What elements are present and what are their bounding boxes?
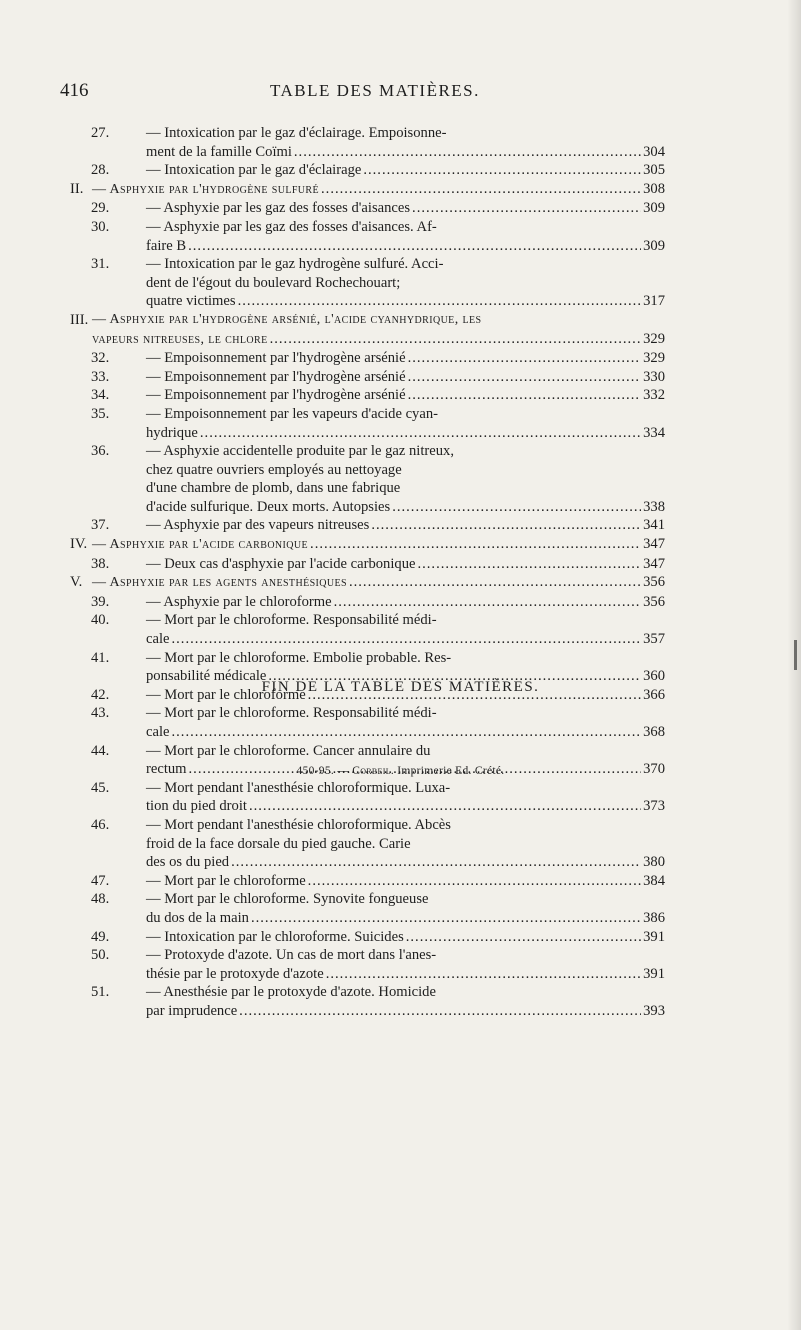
toc-section-entry	[70, 311, 665, 349]
printer-code: 450-95. —	[296, 765, 353, 777]
entry-title-line: — Mort par le chloroforme. Responsabilité médi-	[146, 612, 437, 629]
page-number: 416	[60, 80, 89, 101]
entry-last-line	[146, 965, 665, 984]
entry-last-line	[92, 535, 665, 555]
dot-leader	[310, 535, 641, 554]
toc-entry	[70, 872, 665, 891]
entry-title-line: — Asphyxie accidentelle produite par le gaz nitreux,	[146, 443, 454, 460]
toc-entry	[70, 218, 665, 255]
entry-title-line: thésie par le protoxyde d'azote	[146, 965, 324, 982]
entry-title-line: — Intoxication par le gaz d'éclairage	[146, 162, 362, 179]
entry-page-number: 309	[643, 200, 665, 217]
dot-leader	[270, 330, 642, 349]
toc-entry	[70, 442, 665, 516]
printer-name: Imprimerie Ed. Crété.	[394, 765, 505, 777]
entry-title-line: — Intoxication par le gaz d'éclairage. Empoisonne-	[146, 125, 447, 141]
entry-number: V.	[70, 574, 83, 591]
dot-leader	[326, 965, 641, 984]
entry-number: 31.	[91, 256, 110, 273]
toc-entry	[70, 983, 665, 1020]
entry-last-line	[146, 630, 665, 649]
page-edge-mark	[794, 640, 797, 670]
entry-title-line: rectum	[146, 761, 187, 778]
entry-number: 46.	[91, 816, 110, 833]
entry-last-line	[92, 573, 665, 593]
entry-last-line	[146, 292, 665, 311]
entry-page-number: 330	[643, 368, 665, 385]
entry-page-number: 338	[643, 498, 665, 515]
entry-number: 48.	[91, 891, 110, 908]
entry-title-line: — Asphyxie par les gaz des fosses d'aisances	[146, 200, 411, 217]
entry-last-line	[146, 199, 665, 218]
entry-title-line: — Asphyxie par l'acide carbonique	[92, 537, 309, 553]
entry-title-line: — Empoisonnement par l'hydrogène arsénié	[146, 387, 406, 404]
entry-page-number: 329	[643, 330, 665, 347]
entry-title-line: — Mort pendant l'anesthésie chloroformique. Luxa-	[146, 779, 451, 796]
dot-leader	[408, 386, 642, 405]
dot-leader	[321, 180, 641, 199]
entry-title-line: — Intoxication par le gaz hydrogène sulfuré. Acci-	[146, 256, 444, 273]
dot-leader	[412, 199, 641, 218]
entry-number: 33.	[91, 368, 110, 385]
entry-page-number: 309	[643, 237, 665, 254]
entry-number: 50.	[91, 947, 110, 964]
entry-title-line: — Asphyxie par des vapeurs nitreuses	[146, 517, 370, 534]
entry-last-line	[146, 797, 665, 816]
entry-last-line	[146, 161, 665, 180]
entry-number: 29.	[91, 200, 110, 217]
entry-page-number: 384	[643, 872, 665, 889]
entry-number: 44.	[91, 742, 110, 759]
toc-section-entry	[70, 535, 665, 555]
toc-section-entry	[70, 573, 665, 593]
dot-leader	[238, 292, 642, 311]
entry-page-number: 386	[643, 909, 665, 926]
dot-leader	[200, 424, 641, 443]
entry-last-line	[146, 143, 665, 162]
entry-title-line: — Mort pendant l'anesthésie chloroformique. Abcès	[146, 816, 451, 833]
dot-leader	[334, 593, 641, 612]
entry-number: 39.	[91, 593, 110, 610]
entry-title-line: tion du pied droit	[146, 798, 247, 815]
entry-page-number: 391	[643, 928, 665, 945]
dot-leader	[371, 516, 641, 535]
entry-page-number: 373	[643, 798, 665, 815]
entry-number: 37.	[91, 517, 110, 534]
toc-entry	[70, 161, 665, 180]
end-of-table-notice: FIN DE LA TABLE DES MATIÈRES.	[261, 679, 540, 695]
dot-leader	[417, 555, 641, 574]
toc-entry	[70, 349, 665, 368]
dot-leader	[251, 909, 641, 928]
entry-number: 40.	[91, 612, 110, 629]
toc-entry	[70, 255, 665, 311]
entry-number: 36.	[91, 443, 110, 460]
entry-title-line: — Asphyxie par les gaz des fosses d'aisances. Af-	[146, 218, 437, 235]
toc-entry	[70, 368, 665, 387]
entry-title-line: du dos de la main	[146, 909, 249, 926]
entry-number: 34.	[91, 387, 110, 404]
entry-number: 49.	[91, 928, 110, 945]
toc-entry	[70, 946, 665, 983]
entry-last-line	[146, 237, 665, 256]
entry-page-number: 380	[643, 854, 665, 871]
entry-page-number: 356	[643, 574, 665, 591]
entry-number: II.	[70, 180, 84, 197]
toc-entry	[70, 779, 665, 816]
entry-last-line	[146, 368, 665, 387]
entry-title-line: froid de la face dorsale du pied gauche. Carie	[146, 835, 411, 852]
entry-page-number: 332	[643, 387, 665, 404]
entry-page-number: 357	[643, 631, 665, 648]
entry-number: 27.	[91, 125, 110, 141]
entry-title-line: — Intoxication par le chloroforme. Suicides	[146, 928, 404, 945]
toc-entry	[70, 386, 665, 405]
entry-page-number: 304	[643, 143, 665, 160]
toc-entry	[70, 555, 665, 574]
dot-leader	[294, 143, 641, 162]
entry-number: IV.	[70, 536, 88, 553]
entry-last-line	[92, 180, 665, 200]
entry-page-number: 329	[643, 350, 665, 367]
entry-page-number: 347	[643, 536, 665, 553]
dot-leader	[239, 1002, 641, 1021]
toc-entry	[70, 816, 665, 872]
entry-title-line: — Asphyxie par l'hydrogène arsénié, l'acide cyanhydrique, les	[92, 311, 482, 327]
entry-page-number: 366	[643, 686, 665, 703]
dot-leader	[231, 853, 641, 872]
entry-last-line	[146, 928, 665, 947]
entry-number: 41.	[91, 649, 110, 666]
entry-last-line	[146, 723, 665, 742]
entry-last-line	[146, 424, 665, 443]
entry-title-line: — Deux cas d'asphyxie par l'acide carbonique	[146, 555, 416, 572]
entry-title-line: — Mort par le chloroforme. Embolie probable. Res-	[146, 649, 452, 666]
entry-number: 43.	[91, 705, 110, 722]
entry-last-line	[92, 330, 665, 350]
toc-entry	[70, 124, 665, 161]
entry-title-line: — Mort par le chloroforme. Cancer annulaire du	[146, 742, 431, 759]
entry-title-line: — Empoisonnement par les vapeurs d'acide cyan-	[146, 405, 438, 422]
entry-title-line: d'une chambre de plomb, dans une fabrique	[146, 480, 401, 497]
entry-last-line	[146, 872, 665, 891]
table-of-contents	[70, 124, 665, 1021]
entry-title-line: chez quatre ouvriers employés au nettoyage	[146, 461, 402, 478]
toc-entry	[70, 611, 665, 648]
dot-leader	[392, 498, 641, 517]
entry-title-line: — Asphyxie par le chloroforme	[146, 593, 332, 610]
entry-number: 42.	[91, 686, 110, 703]
entry-number: III.	[70, 311, 89, 328]
entry-number: 35.	[91, 405, 110, 422]
entry-page-number: 308	[643, 180, 665, 197]
entry-title-line: — Empoisonnement par l'hydrogène arsénié	[146, 350, 406, 367]
dot-leader	[408, 349, 642, 368]
entry-page-number: 393	[643, 1002, 665, 1019]
entry-page-number: 391	[643, 965, 665, 982]
entry-page-number: 334	[643, 424, 665, 441]
toc-entry	[70, 928, 665, 947]
printer-city: Corbeil.	[352, 765, 395, 777]
dot-leader	[406, 928, 641, 947]
entry-number: 51.	[91, 984, 110, 1001]
entry-number: 45.	[91, 779, 110, 796]
entry-last-line	[146, 386, 665, 405]
entry-number: 30.	[91, 218, 110, 235]
entry-number: 28.	[91, 162, 110, 179]
dot-leader	[172, 723, 642, 742]
entry-title-line: — Mort par le chloroforme	[146, 686, 306, 703]
entry-title-line: — Asphyxie par les agents anesthésiques	[92, 575, 347, 591]
entry-title-line: — Anesthésie par le protoxyde d'azote. Homicide	[146, 984, 436, 1001]
entry-title-line: vapeurs nitreuses, le chlore	[92, 331, 268, 347]
entry-title-line: ment de la famille Coïmi	[146, 143, 292, 160]
dot-leader	[188, 237, 641, 256]
entry-title-line: cale	[146, 724, 170, 740]
entry-title-line: — Asphyxie par l'hydrogène sulfuré	[92, 181, 320, 197]
entry-title-line: quatre victimes	[146, 293, 236, 310]
entry-last-line	[146, 349, 665, 368]
entry-title-line: — Mort par le chloroforme. Responsabilité médi-	[146, 705, 437, 722]
dot-leader	[363, 161, 641, 180]
entry-last-line	[146, 909, 665, 928]
entry-title-line: des os du pied	[146, 854, 230, 871]
entry-page-number: 305	[643, 162, 665, 179]
entry-last-line	[146, 853, 665, 872]
dot-leader	[349, 573, 641, 592]
entry-title-line: — Mort par le chloroforme	[146, 872, 306, 889]
entry-page-number: 356	[643, 593, 665, 610]
dot-leader	[249, 797, 641, 816]
entry-page-number: 360	[643, 668, 665, 685]
entry-title-line: — Mort par le chloroforme. Synovite fongueuse	[146, 891, 429, 908]
entry-page-number: 370	[643, 761, 665, 778]
entry-title-line: faire B	[146, 237, 187, 254]
toc-entry	[70, 890, 665, 927]
entry-title-line: hydrique	[146, 424, 198, 441]
entry-page-number: 368	[643, 724, 665, 740]
entry-last-line	[146, 593, 665, 612]
running-head: TABLE DES MATIÈRES.	[270, 81, 480, 100]
toc-entry	[70, 516, 665, 535]
printer-imprint	[0, 765, 801, 777]
entry-title-line: — Protoxyde d'azote. Un cas de mort dans l'anes-	[146, 947, 437, 964]
entry-last-line	[146, 516, 665, 535]
entry-title-line: par imprudence	[146, 1002, 238, 1019]
entry-last-line	[146, 1002, 665, 1021]
toc-entry	[70, 199, 665, 218]
entry-title-line: ponsabilité médicale	[146, 668, 267, 685]
dot-leader	[308, 872, 641, 891]
entry-page-number: 317	[643, 293, 665, 310]
entry-title-line: d'acide sulfurique. Deux morts. Autopsies	[146, 498, 391, 515]
dot-leader	[408, 368, 642, 387]
toc-section-entry	[70, 180, 665, 200]
entry-title-line: — Empoisonnement par l'hydrogène arsénié	[146, 368, 406, 385]
entry-last-line	[146, 498, 665, 517]
entry-number: 38.	[91, 555, 110, 572]
entry-number: 47.	[91, 872, 110, 889]
entry-last-line	[146, 555, 665, 574]
entry-page-number: 341	[643, 517, 665, 534]
dot-leader	[172, 630, 642, 649]
toc-entry	[70, 593, 665, 612]
page-header	[60, 80, 670, 104]
entry-title-line: dent de l'égout du boulevard Rochechouart;	[146, 274, 401, 291]
entry-title-line: cale	[146, 631, 170, 648]
entry-number: 32.	[91, 350, 110, 367]
toc-entry	[70, 704, 665, 741]
toc-entry	[70, 405, 665, 442]
entry-page-number: 347	[643, 555, 665, 572]
